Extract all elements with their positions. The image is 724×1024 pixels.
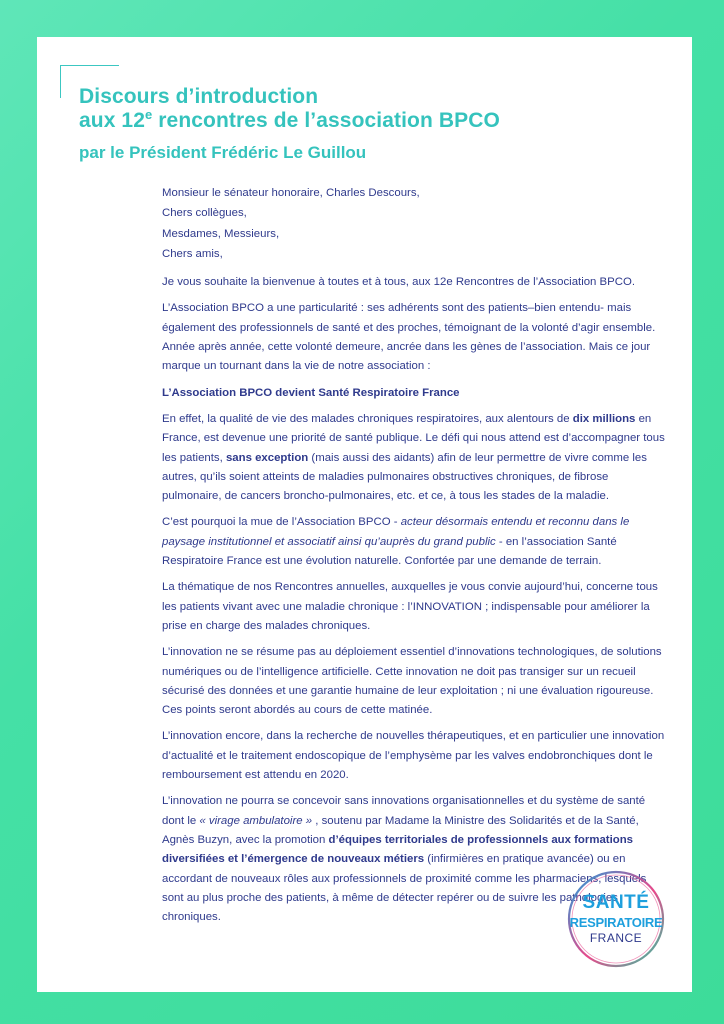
logo-line-2: RESPIRATOIRE bbox=[569, 915, 663, 930]
text-run: C’est pourquoi la mue de l’Association BPCO - bbox=[162, 516, 401, 529]
greeting-line: Monsieur le sénateur honoraire, Charles Descours, bbox=[162, 187, 420, 199]
paragraph-quality-of-life bbox=[162, 410, 665, 506]
paragraph-particularity: L’Association BPCO a une particularité : ses adhérents sont des patients–bien entendu- mais également des professionnels de santé et des proches, témoignant de la volonté d’agir ensemble. Année après année, cette volonté demeure, ancrée dans les gènes de l’association. Mais ce jour marque un tournant dans la vie de notre association : bbox=[162, 302, 656, 373]
bold-run: sans exception bbox=[225, 451, 309, 464]
page-subtitle: par le Président Frédéric Le Guillou bbox=[79, 143, 367, 162]
logo-line-3: FRANCE bbox=[589, 931, 643, 945]
paragraph-innovation-research: L’innovation encore, dans la recherche de nouvelles thérapeutiques, et en particulier une innovation d’actualité et le traitement endoscopique de l’emphysème par les valves endobronchiques dont le remboursement est attendu en 2020. bbox=[162, 730, 665, 782]
text-run: (infirmières en pratique avancée) ou en accordant de nouveaux rôles aux professionnels de proximité comme les pharmaciens, lesquels sont au plus proche des patients, à même de détecter repérer ou de suivre les pathologies chroniques. bbox=[162, 853, 647, 924]
greeting-line: Mesdames, Messieurs, bbox=[162, 227, 280, 240]
text-run: , soutenu par Madame la Ministre des Solidarités et de la Santé, Agnès Buzyn, avec la promotion bbox=[162, 814, 639, 846]
italic-run: « virage ambulatoire » bbox=[199, 814, 313, 827]
paragraph-innovation-tech: L’innovation ne se résume pas au déploiement essentiel d’innovations technologiques, de solutions numériques ou de l’intelligence artificielle. Cette innovation ne doit pas transiger sur un recueil sécurisé des données et une garantie humaine de leur exploitation ; ni une évaluation rigoureuse. Ces points seront abordés au cours de cette matinée. bbox=[162, 646, 662, 717]
title-line-2-end: rencontres de l’association BPCO bbox=[152, 109, 500, 132]
text-run: L’innovation ne pourra se concevoir sans innovations organisationnelles et du système de santé dont le bbox=[162, 795, 646, 827]
announcement-bold: L’Association BPCO devient Santé Respiratoire France bbox=[162, 386, 460, 399]
text-run: en France, est devenue une priorité de santé publique. Le défi qui nous attend est d’accompagner tous les patients, bbox=[162, 412, 665, 464]
paragraph-theme: La thématique de nos Rencontres annuelles, auxquelles je vous convie aujourd’hui, concerne tous les patients vivant avec une maladie chronique : l’INNOVATION ; indispensable pour améliorer la prise en charge des malades chroniques. bbox=[162, 581, 658, 632]
page-title bbox=[79, 85, 500, 133]
speech-body bbox=[162, 184, 665, 934]
paragraph-announcement bbox=[162, 384, 665, 403]
title-line-2-start: aux 12 bbox=[79, 109, 145, 132]
text-run: En effet, la qualité de vie des malades chroniques respiratoires, aux alentours de bbox=[162, 412, 573, 425]
logo-line-1: SANTÉ bbox=[582, 892, 650, 913]
greeting-line: Chers amis, bbox=[162, 247, 223, 260]
greeting-line: Chers collègues, bbox=[162, 207, 247, 220]
document-page bbox=[37, 37, 692, 992]
text-run: - en l’association Santé Respiratoire France est une évolution naturelle. Confortée par une demande de terrain. bbox=[162, 535, 617, 568]
paragraph-transformation bbox=[162, 513, 665, 571]
sante-respiratoire-logo bbox=[562, 865, 670, 973]
paragraph-welcome: Je vous souhaite la bienvenue à toutes et à tous, aux 12e Rencontres de l’Association BPCO. bbox=[162, 276, 636, 289]
title-line-1: Discours d’introduction bbox=[79, 85, 319, 108]
title-superscript: e bbox=[144, 107, 153, 122]
bold-run: dix millions bbox=[572, 412, 636, 425]
italic-run: acteur désormais entendu et reconnu dans le paysage institutionnel et associatif ainsi qu’auprès du grand public bbox=[162, 516, 630, 548]
bold-run: d’équipes territoriales de professionnels aux formations diversifiées et l’émergence de nouveaux métiers bbox=[162, 833, 633, 866]
text-run: (mais aussi des aidants) afin de leur permettre de vivre comme les autres, qu’ils soient atteints de maladies pulmonaires obstructives chroniques, de fibrose pulmonaire, de cancers broncho-pulmonaires, etc. et ce, à tous les stades de la maladie. bbox=[162, 451, 647, 503]
